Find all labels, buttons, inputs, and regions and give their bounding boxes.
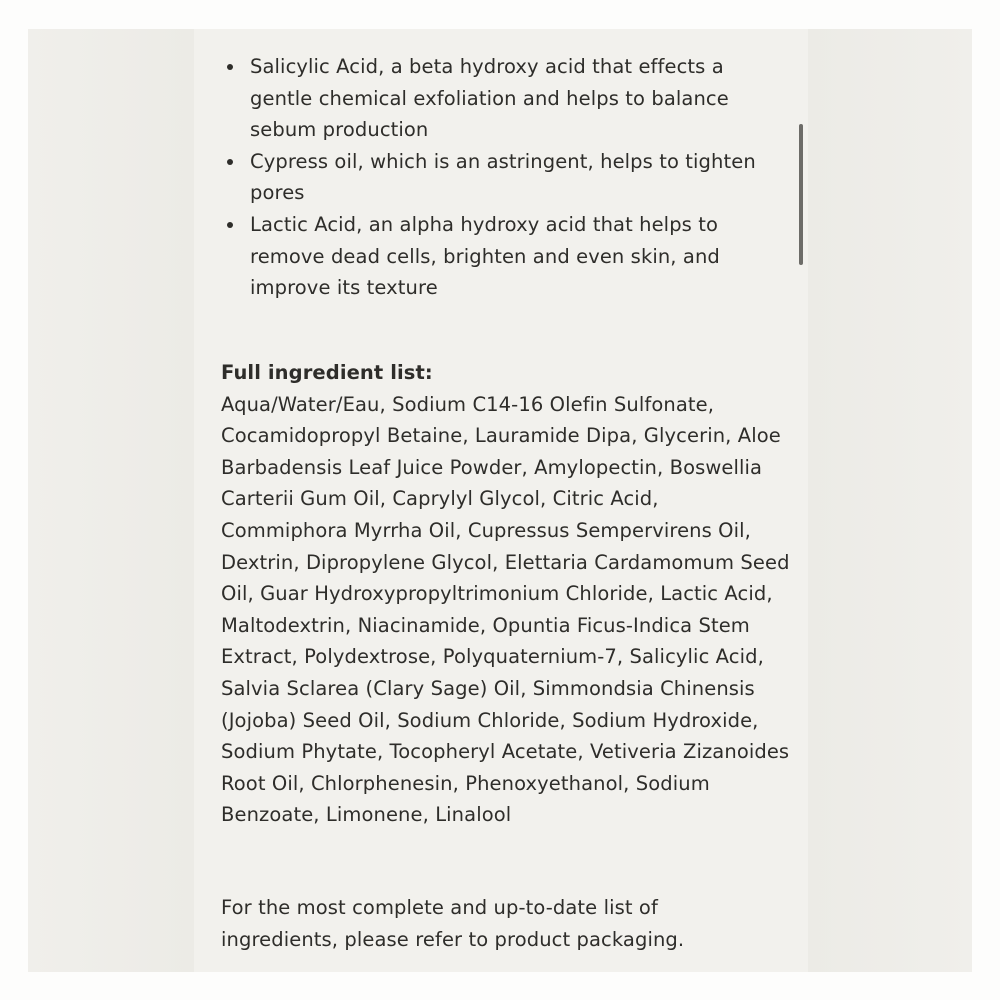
list-item	[216, 146, 776, 209]
bullet-icon	[227, 159, 233, 165]
ingredients-heading: Full ingredient list:	[221, 361, 433, 384]
benefit-text: Cypress oil, which is an astringent, helps to tighten pores	[250, 149, 756, 205]
list-item	[216, 51, 776, 146]
bullet-icon	[227, 64, 233, 70]
scrollbar-thumb[interactable]	[799, 124, 803, 265]
benefit-text: Lactic Acid, an alpha hydroxy acid that helps to remove dead cells, brighten and even skin, and improve its texture	[250, 212, 720, 300]
benefit-text: Salicylic Acid, a beta hydroxy acid that effects a gentle chemical exfoliation and helps to balance sebum production	[250, 55, 729, 142]
right-margin	[808, 29, 972, 972]
screenshot-frame	[28, 29, 972, 972]
benefits-list	[216, 51, 776, 304]
ingredients-text: Aqua/Water/Eau, Sodium C14-16 Olefin Sulfonate, Cocamidopropyl Betaine, Lauramide Dipa, Glycerin, Aloe Barbadensis Leaf Juice Powder, Amylopectin, Boswellia Carterii Gum Oil, Caprylyl Glycol, Citric Acid, Commiphora Myrrha Oil, Cupressus Sempervirens Oil, Dextrin, Dipropylene Glycol, Elettaria Cardamomum Seed Oil, Guar Hydroxypropyltrimonium Chloride, Lactic Acid, Maltodextrin, Niacinamide, Opuntia Ficus-Indica Stem Extract, Polydextrose, Polyquaternium-7, Salicylic Acid, Salvia Sclarea (Clary Sage) Oil, Simmondsia Chinensis (Jojoba) Seed Oil, Sodium Chloride, Sodium Hydroxide, Sodium Phytate, Tocopheryl Acetate, Vetiveria Zizanoides Root Oil, Chlorphenesin, Phenoxyethanol, Sodium Benzoate, Limonene, Linalool	[221, 392, 790, 827]
ingredients-section	[221, 357, 791, 831]
product-description-panel[interactable]	[194, 29, 808, 972]
bullet-icon	[227, 222, 233, 228]
list-item	[216, 209, 776, 304]
packaging-note: For the most complete and up-to-date list of ingredients, please refer to product packaging.	[221, 896, 685, 951]
left-margin	[28, 29, 194, 972]
